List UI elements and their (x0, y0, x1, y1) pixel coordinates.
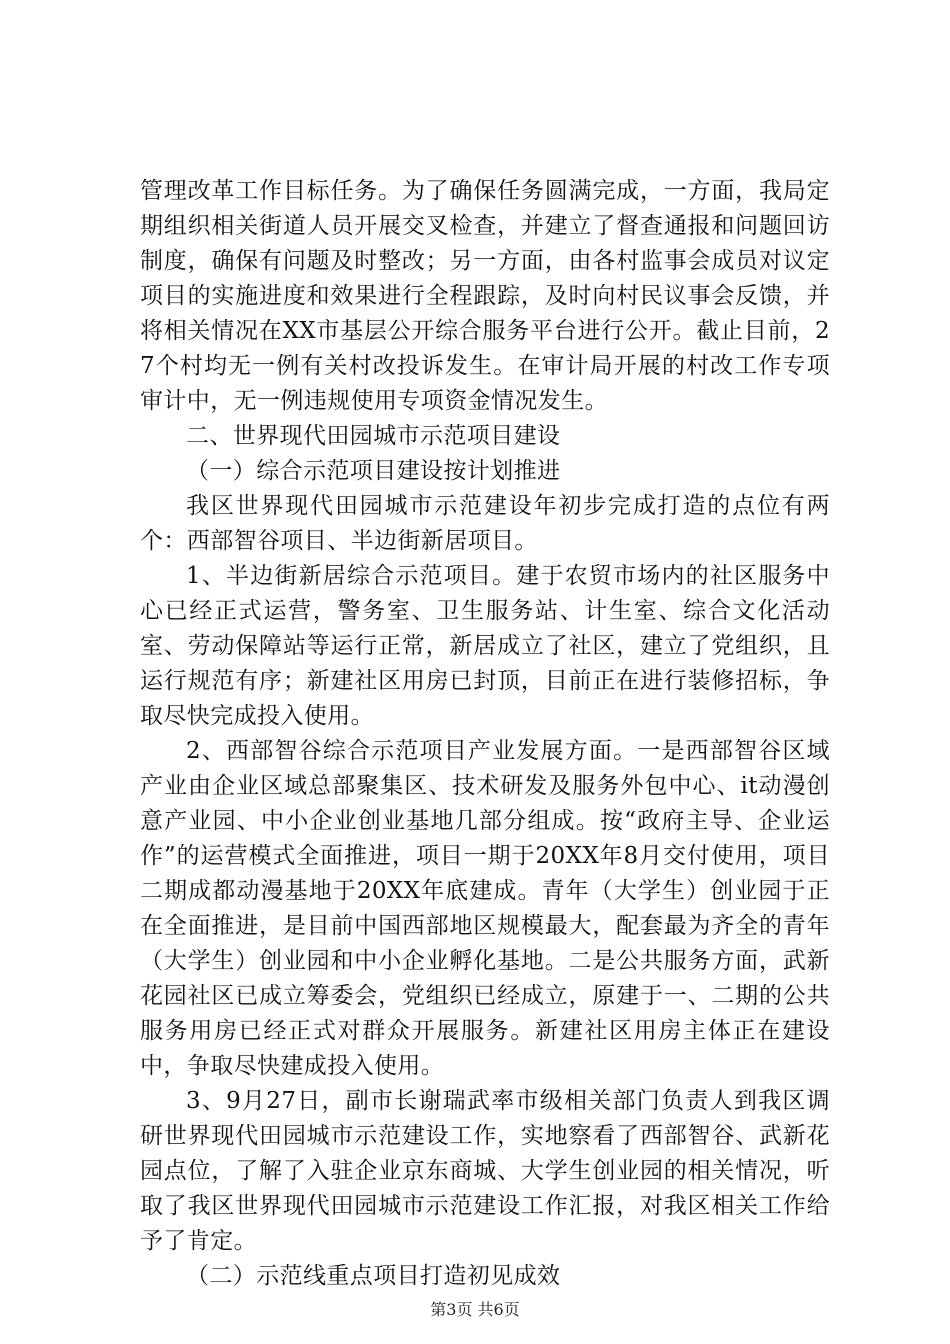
paragraph-item-2: 2、西部智谷综合示范项目产业发展方面。一是西部智谷区域产业由企业区域总部聚集区、技术研发及服务外包中心、it动漫创意产业园、中小企业创业基地几部分组成。按“政府主导、企业运作”的运营模式全面推进，项目一期于20XX年8月交付使用，项目二期成都动漫基地于20XX年底建成。青年（大学生）创业园于正在全面推进，是目前中国西部地区规模最大，配套最为齐全的青年（大学生）创业园和中小企业孵化基地。二是公共服务方面，武新花园社区已成立筹委会，党组织已经成立，原建于一、二期的公共服务用房已经正式对群众开展服务。新建社区用房主体正在建设中，争取尽快建成投入使用。 (140, 738, 830, 1079)
sub-heading-2: （二）示范线重点项目打造初见成效 (186, 1263, 561, 1289)
document-body (140, 174, 830, 1294)
page-footer: 第3页 共6页 (430, 1300, 520, 1319)
paragraph-item-1: 1、半边街新居综合示范项目。建于农贸市场内的社区服务中心已经正式运营，警务室、卫生服务站、计生室、综合文化活动室、劳动保障站等运行正常，新居成立了社区，建立了党组织，且运行规范有序；新建社区用房已封顶，目前正在进行装修招标，争取尽快完成投入使用。 (140, 563, 830, 729)
paragraph-village-reform-supervision: 管理改革工作目标任务。为了确保任务圆满完成，一方面，我局定期组织相关街道人员开展交叉检查，并建立了督查通报和问题回访制度，确保有问题及时整改；另一方面，由各村监事会成员对议定项目的实施进度和效果进行全程跟踪，及时向村民议事会反馈，并将相关情况在XX市基层公开综合服务平台进行公开。截止目前，27个村均无一例有关村改投诉发生。在审计局开展的村改工作专项审计中，无一例违规使用专项资金情况发生。 (140, 178, 830, 414)
paragraph-item-3: 3、9月27日，副市长谢瑞武率市级相关部门负责人到我区调研世界现代田园城市示范建设工作，实地察看了西部智谷、武新花园点位，了解了入驻企业京东商城、大学生创业园的相关情况，听取了我区世界现代田园城市示范建设工作汇报，对我区相关工作给予了肯定。 (140, 1088, 830, 1254)
sub-heading-1: （一）综合示范项目建设按计划推进 (186, 458, 561, 484)
section-heading-2: 二、世界现代田园城市示范项目建设 (186, 423, 561, 449)
paragraph-demo-points: 我区世界现代田园城市示范建设年初步完成打造的点位有两个：西部智谷项目、半边街新居项目。 (140, 493, 830, 554)
